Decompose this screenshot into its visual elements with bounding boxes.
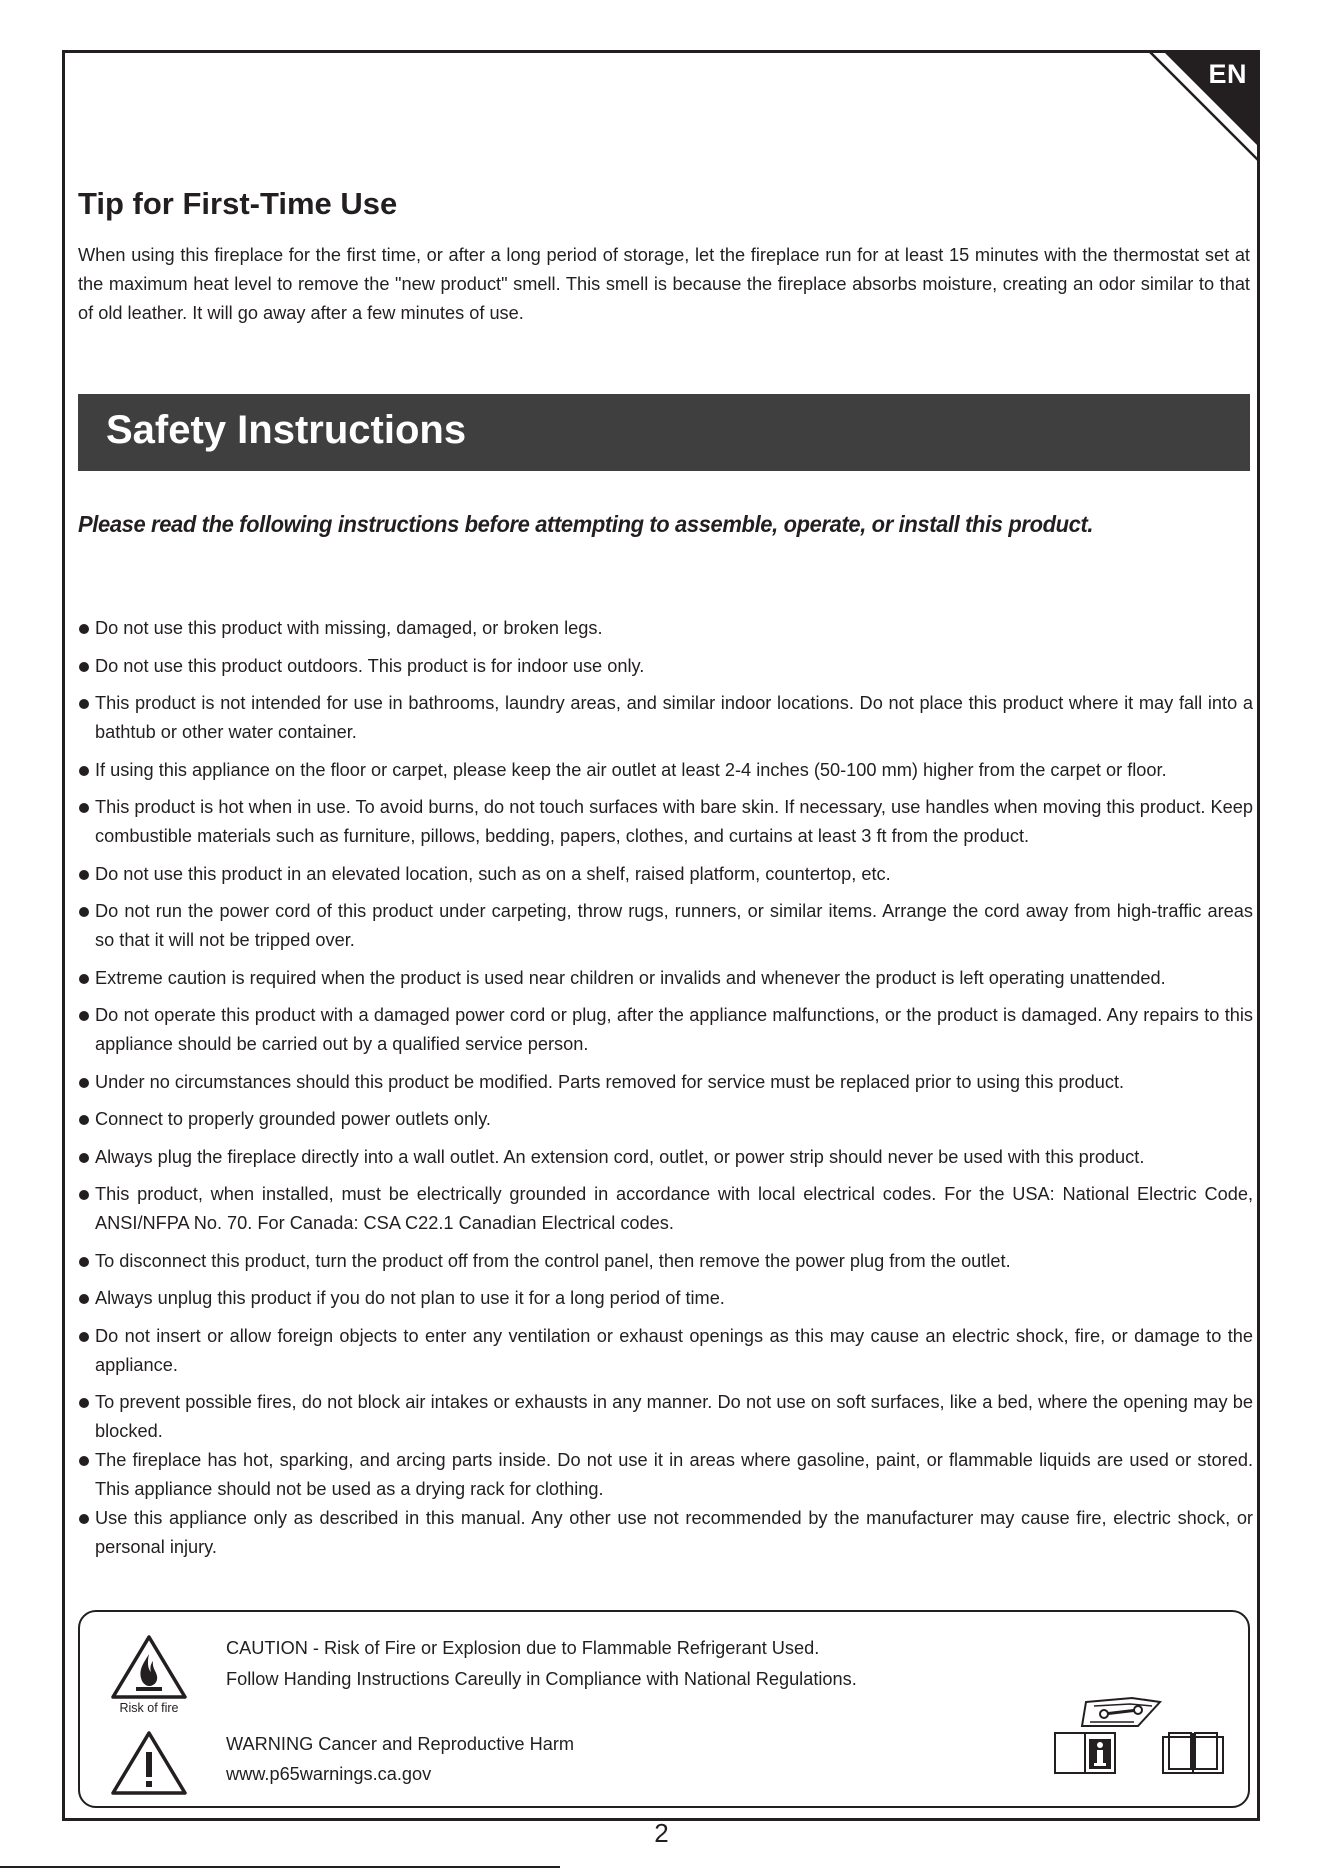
- read-manual-icon: [1161, 1729, 1225, 1775]
- safety-heading-bar: [78, 394, 1250, 471]
- safety-item: Always unplug this product if you do not plan to use it for a long period of time.: [78, 1284, 1253, 1313]
- safety-item: This product is hot when in use. To avoid burns, do not touch surfaces with bare skin. If necessary, use handles when moving this product. Keep combustible materials such as furniture, pillows, bedding, papers, clothes, and curtains at least 3 ft from the product.: [78, 793, 1253, 851]
- warning-line-1: WARNING Cancer and Reproductive Harm: [226, 1734, 575, 1754]
- safety-item: Extreme caution is required when the product is used near children or invalids and whenever the product is left operating unattended.: [78, 964, 1253, 993]
- warning-line-2: www.p65warnings.ca.gov: [226, 1764, 432, 1784]
- safety-item: This product is not intended for use in bathrooms, laundry areas, and similar indoor locations. Do not place this product where it may fall into a bathtub or other water container.: [78, 689, 1253, 747]
- safety-item: The fireplace has hot, sparking, and arcing parts inside. Do not use it in areas where gasoline, paint, or flammable liquids are used or stored. This appliance should not be used as a drying rack for clothing.: [78, 1446, 1253, 1504]
- safety-list: [78, 614, 1253, 1562]
- footer-rule: [0, 1866, 560, 1868]
- safety-item: To prevent possible fires, do not block air intakes or exhausts in any manner. Do not use on soft surfaces, like a bed, where the opening may be blocked.: [78, 1388, 1253, 1446]
- operator-manual-info-icon: [1053, 1729, 1117, 1775]
- page-number: 2: [654, 1818, 669, 1848]
- exclamation-warning-icon: [110, 1730, 188, 1796]
- tip-body: When using this fireplace for the first time, or after a long period of storage, let the fireplace run for at least 15 minutes with the thermostat set at the maximum heat level to remove the "new product" smell. This smell is because the fireplace absorbs moisture, creating an odor similar to that of old leather. It will go away after a few minutes of use.: [78, 245, 1250, 323]
- warning-notice-box: [78, 1610, 1250, 1808]
- tip-title: Tip for First-Time Use: [78, 186, 398, 221]
- safety-item: Do not run the power cord of this product under carpeting, throw rugs, runners, or similar items. Arrange the cord away from high-traffic areas so that it will not be tripped over.: [78, 897, 1253, 955]
- language-corner-tab: [1143, 51, 1259, 167]
- safety-item: Do not use this product outdoors. This product is for indoor use only.: [78, 652, 1253, 681]
- safety-item: Use this appliance only as described in this manual. Any other use not recommended by the manufacturer may cause fire, electric shock, or personal injury.: [78, 1504, 1253, 1562]
- flammable-warning-icon: [110, 1634, 188, 1700]
- safety-item: To disconnect this product, turn the product off from the control panel, then remove the power plug from the outlet.: [78, 1247, 1253, 1276]
- safety-heading: Safety Instructions: [106, 408, 467, 452]
- safety-item: If using this appliance on the floor or carpet, please keep the air outlet at least 2-4 inches (50-100 mm) higher from the carpet or floor.: [78, 756, 1253, 785]
- safety-item: Do not insert or allow foreign objects to enter any ventilation or exhaust openings as this may cause an electric shock, fire, or damage to the appliance.: [78, 1322, 1253, 1380]
- safety-item: This product, when installed, must be electrically grounded in accordance with local electrical codes. For the USA: National Electric Code, ANSI/NFPA No. 70. For Canada: CSA C22.1 Canadian Electrical codes.: [78, 1180, 1253, 1238]
- caution-line-1: CAUTION - Risk of Fire or Explosion due to Flammable Refrigerant Used.: [226, 1638, 820, 1658]
- safety-item: Do not use this product in an elevated location, such as on a shelf, raised platform, countertop, etc.: [78, 860, 1253, 889]
- safety-item: Do not use this product with missing, damaged, or broken legs.: [78, 614, 1253, 643]
- caution-line-2: Follow Handing Instructions Careully in Compliance with National Regulations.: [226, 1669, 857, 1689]
- safety-item: Always plug the fireplace directly into a wall outlet. An extension cord, outlet, or power strip should never be used with this product.: [78, 1143, 1253, 1172]
- page-frame: [62, 50, 1260, 1821]
- safety-item: Connect to properly grounded power outlets only.: [78, 1105, 1253, 1134]
- safety-intro: Please read the following instructions before attempting to assemble, operate, or install this product.: [78, 511, 1094, 537]
- language-label: EN: [1208, 59, 1247, 89]
- safety-item: Under no circumstances should this product be modified. Parts removed for service must be replaced prior to using this product.: [78, 1068, 1253, 1097]
- fire-caption: Risk of fire: [119, 1701, 179, 1715]
- service-manual-icon: [1080, 1692, 1166, 1730]
- safety-item: Do not operate this product with a damaged power cord or plug, after the appliance malfunctions, or the product is damaged. Any repairs to this appliance should be carried out by a qualified service person.: [78, 1001, 1253, 1059]
